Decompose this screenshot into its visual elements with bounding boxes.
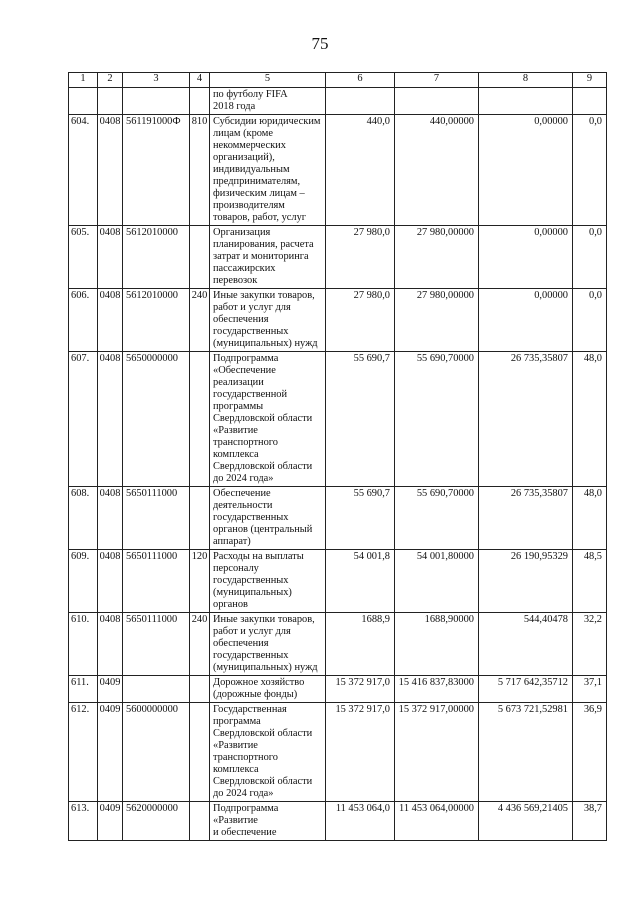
column-header: 7 xyxy=(395,73,479,88)
section-code: 0408 xyxy=(98,550,123,613)
table-row xyxy=(69,289,607,352)
execution-percent: 36,9 xyxy=(573,703,607,802)
item-name: по футболу FIFA 2018 года xyxy=(210,88,326,115)
expense-type: 810 xyxy=(190,115,210,226)
expense-type xyxy=(190,703,210,802)
item-name: Подпрограмма «Развитие и обеспечение xyxy=(210,802,326,841)
table-body xyxy=(69,88,607,841)
planned-amount: 27 980,0 xyxy=(326,289,395,352)
refined-amount xyxy=(395,88,479,115)
section-code: 0408 xyxy=(98,289,123,352)
expense-type xyxy=(190,676,210,703)
actual-amount: 4 436 569,21405 xyxy=(479,802,573,841)
execution-percent: 37,1 xyxy=(573,676,607,703)
section-code: 0409 xyxy=(98,703,123,802)
column-header: 8 xyxy=(479,73,573,88)
actual-amount: 0,00000 xyxy=(479,226,573,289)
item-name: Расходы на выплаты персоналу государственных (муниципальных) органов xyxy=(210,550,326,613)
refined-amount: 440,00000 xyxy=(395,115,479,226)
table-row xyxy=(69,676,607,703)
column-header: 6 xyxy=(326,73,395,88)
target-code: 5650111000 xyxy=(123,487,190,550)
actual-amount: 0,00000 xyxy=(479,289,573,352)
column-header: 4 xyxy=(190,73,210,88)
column-header: 2 xyxy=(98,73,123,88)
execution-percent xyxy=(573,88,607,115)
row-number: 609. xyxy=(69,550,98,613)
expense-type xyxy=(190,802,210,841)
section-code: 0408 xyxy=(98,487,123,550)
planned-amount: 15 372 917,0 xyxy=(326,676,395,703)
column-header: 1 xyxy=(69,73,98,88)
section-code: 0408 xyxy=(98,226,123,289)
refined-amount: 11 453 064,00000 xyxy=(395,802,479,841)
actual-amount: 26 190,95329 xyxy=(479,550,573,613)
refined-amount: 1688,90000 xyxy=(395,613,479,676)
target-code: 5620000000 xyxy=(123,802,190,841)
planned-amount: 1688,9 xyxy=(326,613,395,676)
row-number: 608. xyxy=(69,487,98,550)
planned-amount: 11 453 064,0 xyxy=(326,802,395,841)
target-code xyxy=(123,676,190,703)
expense-type xyxy=(190,352,210,487)
expense-type: 120 xyxy=(190,550,210,613)
execution-percent: 32,2 xyxy=(573,613,607,676)
planned-amount: 55 690,7 xyxy=(326,352,395,487)
table-row xyxy=(69,703,607,802)
actual-amount: 26 735,35807 xyxy=(479,487,573,550)
actual-amount: 26 735,35807 xyxy=(479,352,573,487)
row-number: 604. xyxy=(69,115,98,226)
expense-type xyxy=(190,487,210,550)
planned-amount: 55 690,7 xyxy=(326,487,395,550)
actual-amount: 5 717 642,35712 xyxy=(479,676,573,703)
item-name: Иные закупки товаров, работ и услуг для обеспечения государственных (муниципальных) нужд xyxy=(210,613,326,676)
row-number: 611. xyxy=(69,676,98,703)
budget-table xyxy=(68,72,607,841)
execution-percent: 48,0 xyxy=(573,487,607,550)
execution-percent: 48,0 xyxy=(573,352,607,487)
column-header: 9 xyxy=(573,73,607,88)
target-code xyxy=(123,88,190,115)
section-code xyxy=(98,88,123,115)
execution-percent: 0,0 xyxy=(573,289,607,352)
refined-amount: 55 690,70000 xyxy=(395,352,479,487)
actual-amount: 0,00000 xyxy=(479,115,573,226)
section-code: 0409 xyxy=(98,676,123,703)
planned-amount: 27 980,0 xyxy=(326,226,395,289)
table-row xyxy=(69,550,607,613)
refined-amount: 55 690,70000 xyxy=(395,487,479,550)
actual-amount: 544,40478 xyxy=(479,613,573,676)
page-number: 75 xyxy=(311,34,329,53)
target-code: 5650000000 xyxy=(123,352,190,487)
section-code: 0408 xyxy=(98,352,123,487)
target-code: 5650111000 xyxy=(123,550,190,613)
row-number xyxy=(69,88,98,115)
refined-amount: 27 980,00000 xyxy=(395,226,479,289)
planned-amount: 440,0 xyxy=(326,115,395,226)
planned-amount: 54 001,8 xyxy=(326,550,395,613)
header-row xyxy=(69,73,607,88)
table-row xyxy=(69,226,607,289)
refined-amount: 15 416 837,83000 xyxy=(395,676,479,703)
target-code: 5612010000 xyxy=(123,289,190,352)
execution-percent: 0,0 xyxy=(573,115,607,226)
section-code: 0408 xyxy=(98,613,123,676)
target-code: 5612010000 xyxy=(123,226,190,289)
item-name: Организация планирования, расчета затрат и мониторинга пассажирских перевозок xyxy=(210,226,326,289)
table-row xyxy=(69,88,607,115)
planned-amount: 15 372 917,0 xyxy=(326,703,395,802)
row-number: 607. xyxy=(69,352,98,487)
item-name: Государственная программа Свердловской области «Развитие транспортного комплекса Свердловской области до 2024 года» xyxy=(210,703,326,802)
expense-type: 240 xyxy=(190,289,210,352)
row-number: 612. xyxy=(69,703,98,802)
item-name: Подпрограмма «Обеспечение реализации государственной программы Свердловской области «Развитие транспортного комплекса Свердловской области до 2024 года» xyxy=(210,352,326,487)
actual-amount xyxy=(479,88,573,115)
actual-amount: 5 673 721,52981 xyxy=(479,703,573,802)
target-code: 561191000Ф xyxy=(123,115,190,226)
refined-amount: 27 980,00000 xyxy=(395,289,479,352)
table-row xyxy=(69,802,607,841)
expense-type xyxy=(190,226,210,289)
table-row xyxy=(69,352,607,487)
row-number: 605. xyxy=(69,226,98,289)
expense-type: 240 xyxy=(190,613,210,676)
execution-percent: 38,7 xyxy=(573,802,607,841)
item-name: Обеспечение деятельности государственных органов (центральный аппарат) xyxy=(210,487,326,550)
section-code: 0408 xyxy=(98,115,123,226)
table-row xyxy=(69,613,607,676)
table-row xyxy=(69,115,607,226)
column-header: 3 xyxy=(123,73,190,88)
table-row xyxy=(69,487,607,550)
target-code: 5600000000 xyxy=(123,703,190,802)
row-number: 606. xyxy=(69,289,98,352)
planned-amount xyxy=(326,88,395,115)
refined-amount: 54 001,80000 xyxy=(395,550,479,613)
row-number: 610. xyxy=(69,613,98,676)
target-code: 5650111000 xyxy=(123,613,190,676)
item-name: Иные закупки товаров, работ и услуг для обеспечения государственных (муниципальных) нужд xyxy=(210,289,326,352)
section-code: 0409 xyxy=(98,802,123,841)
item-name: Субсидии юридическим лицам (кроме некоммерческих организаций), индивидуальным предпринимателям, физическим лицам – производителям товаров, работ, услуг xyxy=(210,115,326,226)
column-header: 5 xyxy=(210,73,326,88)
execution-percent: 0,0 xyxy=(573,226,607,289)
execution-percent: 48,5 xyxy=(573,550,607,613)
row-number: 613. xyxy=(69,802,98,841)
refined-amount: 15 372 917,00000 xyxy=(395,703,479,802)
item-name: Дорожное хозяйство (дорожные фонды) xyxy=(210,676,326,703)
expense-type xyxy=(190,88,210,115)
